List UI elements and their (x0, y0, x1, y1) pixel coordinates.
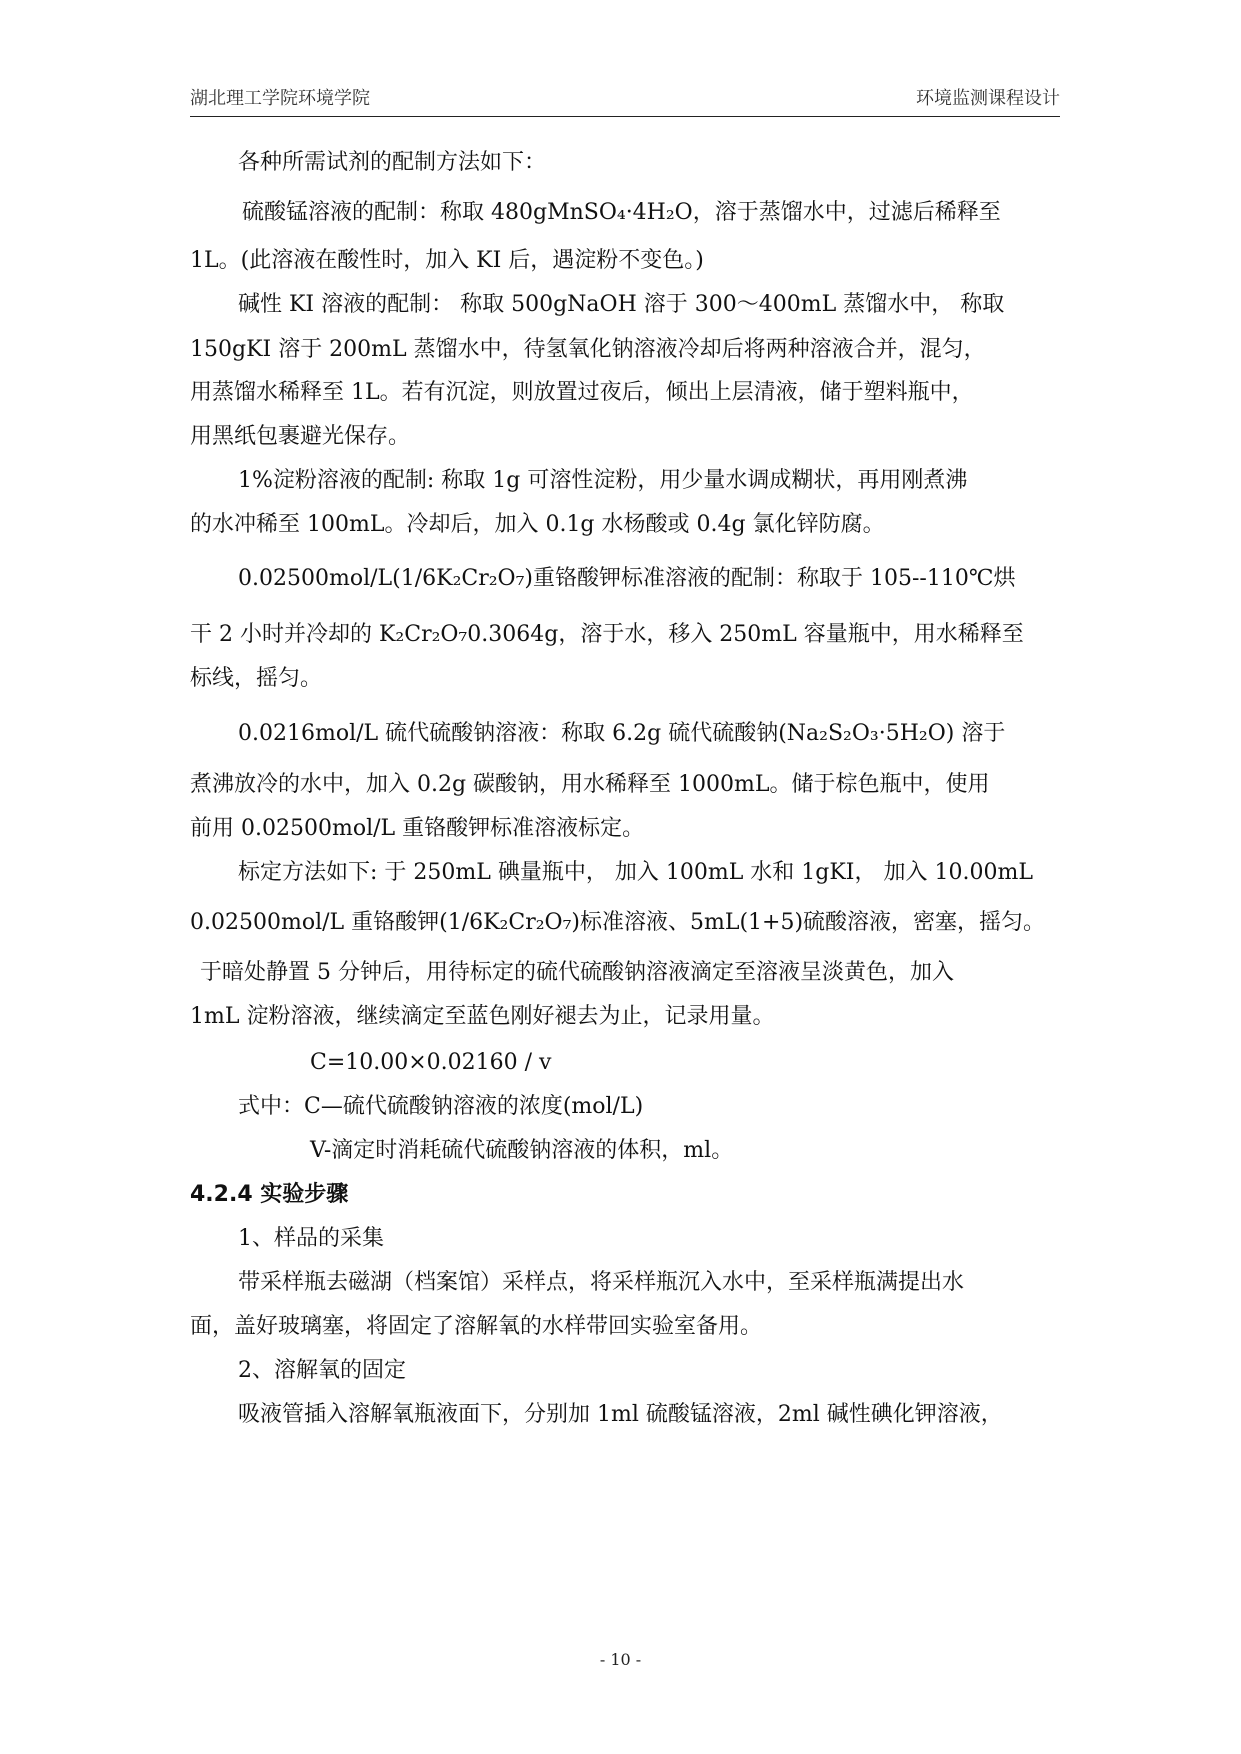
text-line: 硫酸锰溶液的配制：称取 480gMnSO₄·4H₂O，溶于蒸馏水中，过滤后稀释至 (242, 200, 1001, 225)
text-line: 标定方法如下: 于 250mL 碘量瓶中， 加入 100mL 水和 1gKI， 加入 10.00mL (238, 860, 1033, 885)
text-line: 于暗处静置 5 分钟后，用待标定的硫代硫酸钠溶液滴定至溶液呈淡黄色，加入 (200, 960, 954, 985)
text-line: 0.0216mol/L 硫代硫酸钠溶液：称取 6.2g 硫代硫酸钠(Na₂S₂O₃·5H₂O) 溶于 (238, 721, 1006, 746)
text-line: 用黑纸包裹避光保存。 (190, 424, 411, 449)
text-line: 标线，摇匀。 (190, 666, 323, 691)
text-line: 1L。(此溶液在酸性时，加入 KI 后，遇淀粉不变色。) (190, 248, 704, 273)
header-institution: 湖北理工学院环境学院 (190, 88, 370, 109)
text-line: 前用 0.02500mol/L 重铬酸钾标准溶液标定。 (190, 816, 645, 841)
text-line: 面，盖好玻璃塞，将固定了溶解氧的水样带回实验室备用。 (190, 1314, 763, 1339)
text-line: 式中：C—硫代硫酸钠溶液的浓度(mol/L) (238, 1094, 644, 1119)
text-line: 1、样品的采集 (238, 1226, 384, 1251)
text-line: 煮沸放冷的水中，加入 0.2g 碳酸钠，用水稀释至 1000mL。储于棕色瓶中，使用 (190, 772, 990, 797)
text-line: 2、溶解氧的固定 (238, 1358, 406, 1383)
text-line: 干 2 小时并冷却的 K₂Cr₂O₇0.3064g，溶于水，移入 250mL 容量瓶中，用水稀释至 (190, 622, 1024, 647)
text-line: 碱性 KI 溶液的配制： 称取 500gNaOH 溶于 300～400mL 蒸馏水中， 称取 (238, 292, 1005, 317)
text-line: 的水冲稀至 100mL。冷却后，加入 0.1g 水杨酸或 0.4g 氯化锌防腐。 (190, 512, 885, 537)
text-line: 用蒸馏水稀释至 1L。若有沉淀，则放置过夜后，倾出上层清液，储于塑料瓶中， (190, 380, 974, 405)
text-line: 带采样瓶去磁湖（档案馆）采样点，将采样瓶沉入水中，至采样瓶满提出水 (238, 1270, 965, 1295)
text-line: 0.02500mol/L(1/6K₂Cr₂O₇)重铬酸钾标准溶液的配制：称取于 105--110℃烘 (238, 566, 1016, 591)
text-line: 1mL 淀粉溶液，继续滴定至蓝色刚好褪去为止，记录用量。 (190, 1004, 775, 1029)
formula: C=10.00×0.02160 / v (310, 1050, 552, 1075)
text-line: 吸液管插入溶解氧瓶液面下，分别加 1ml 硫酸锰溶液，2ml 碱性碘化钾溶液， (238, 1402, 1003, 1427)
page-number: - 10 - (599, 1650, 642, 1669)
text-line: 1%淀粉溶液的配制: 称取 1g 可溶性淀粉，用少量水调成糊状，再用刚煮沸 (238, 468, 968, 493)
text-line: 150gKI 溶于 200mL 蒸馏水中，待氢氧化钠溶液冷却后将两种溶液合并，混匀， (190, 337, 986, 362)
text-line: V-滴定时消耗硫代硫酸钠溶液的体积，ml。 (310, 1138, 734, 1163)
header-course-title: 环境监测课程设计 (916, 88, 1060, 109)
page-header (190, 86, 1060, 117)
section-heading: 4.2.4 实验步骤 (190, 1182, 349, 1207)
text-line: 0.02500mol/L 重铬酸钾(1/6K₂Cr₂O₇)标准溶液、5mL(1+5)硫酸溶液，密塞，摇匀。 (190, 910, 1046, 935)
text-line: 各种所需试剂的配制方法如下： (238, 150, 547, 175)
